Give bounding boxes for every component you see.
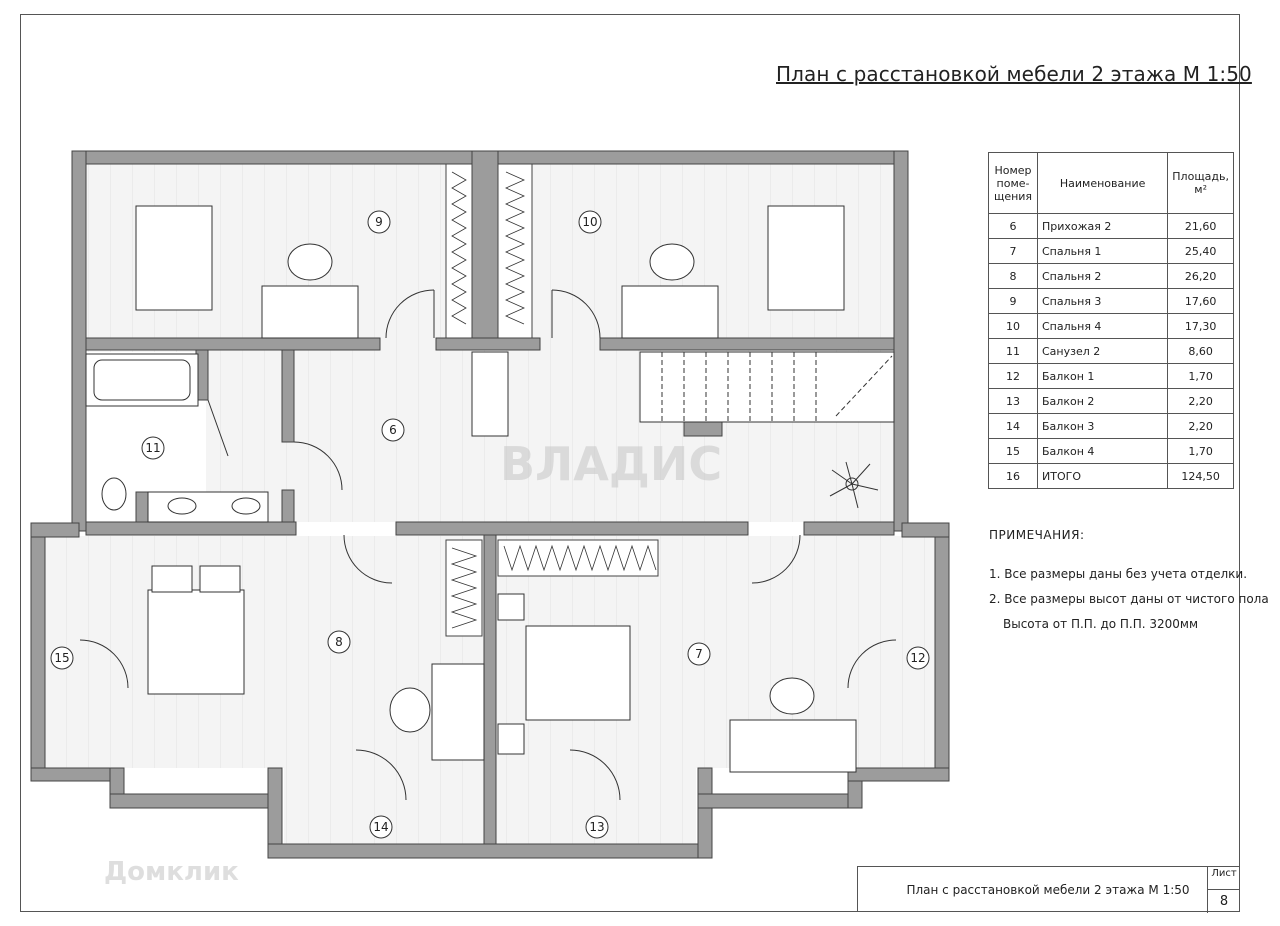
watermark-domclick: Домклик bbox=[104, 857, 239, 887]
notes bbox=[989, 523, 1269, 637]
note-line-3: Высота от П.П. до П.П. 3200мм bbox=[1003, 617, 1199, 631]
table-row: 9 Спальня 3 17,60 bbox=[989, 289, 1234, 314]
note-line-2: 2. Все размеры высот даны от чистого пола bbox=[989, 592, 1269, 606]
room-label-12: 12 bbox=[910, 651, 926, 665]
room-label-9: 9 bbox=[375, 215, 383, 229]
table-row: 6 Прихожая 2 21,60 bbox=[989, 214, 1234, 239]
sheet-box bbox=[1207, 867, 1240, 913]
col-name: Наименование bbox=[1038, 153, 1168, 214]
notes-heading: ПРИМЕЧАНИЯ: bbox=[989, 528, 1085, 542]
room-label-13: 13 bbox=[589, 820, 605, 834]
title-block bbox=[857, 866, 1240, 912]
table-row: 10 Спальня 4 17,30 bbox=[989, 314, 1234, 339]
table-header-row bbox=[989, 153, 1234, 214]
table-row: 15 Балкон 4 1,70 bbox=[989, 439, 1234, 464]
table-row: 7 Спальня 1 25,40 bbox=[989, 239, 1234, 264]
room-label-6: 6 bbox=[389, 423, 397, 437]
room-label-8: 8 bbox=[335, 635, 343, 649]
room-label-7: 7 bbox=[695, 647, 703, 661]
room-label-10: 10 bbox=[582, 215, 598, 229]
sheet-number: 8 bbox=[1208, 889, 1240, 914]
title-block-text: План с расстановкой мебели 2 этажа М 1:50 bbox=[906, 883, 1190, 897]
note-line-1: 1. Все размеры даны без учета отделки. bbox=[989, 567, 1248, 581]
col-area: Площадь, м² bbox=[1168, 153, 1234, 214]
watermark-vladis: ВЛАДИС bbox=[500, 437, 723, 491]
drawing-title: План с расстановкой мебели 2 этажа М 1:50 bbox=[776, 62, 1252, 86]
room-label-15: 15 bbox=[54, 651, 70, 665]
col-number: Номер поме-щения bbox=[989, 153, 1038, 214]
table-row: 13 Балкон 2 2,20 bbox=[989, 389, 1234, 414]
table-row: 11 Санузел 2 8,60 bbox=[989, 339, 1234, 364]
room-label-14: 14 bbox=[373, 820, 389, 834]
table-row: 14 Балкон 3 2,20 bbox=[989, 414, 1234, 439]
rooms-table bbox=[988, 152, 1234, 489]
room-label-11: 11 bbox=[145, 441, 161, 455]
sheet-label: Лист bbox=[1211, 868, 1237, 879]
table-row: 8 Спальня 2 26,20 bbox=[989, 264, 1234, 289]
table-row: 12 Балкон 1 1,70 bbox=[989, 364, 1234, 389]
table-row-total: 16 ИТОГО 124,50 bbox=[989, 464, 1234, 489]
